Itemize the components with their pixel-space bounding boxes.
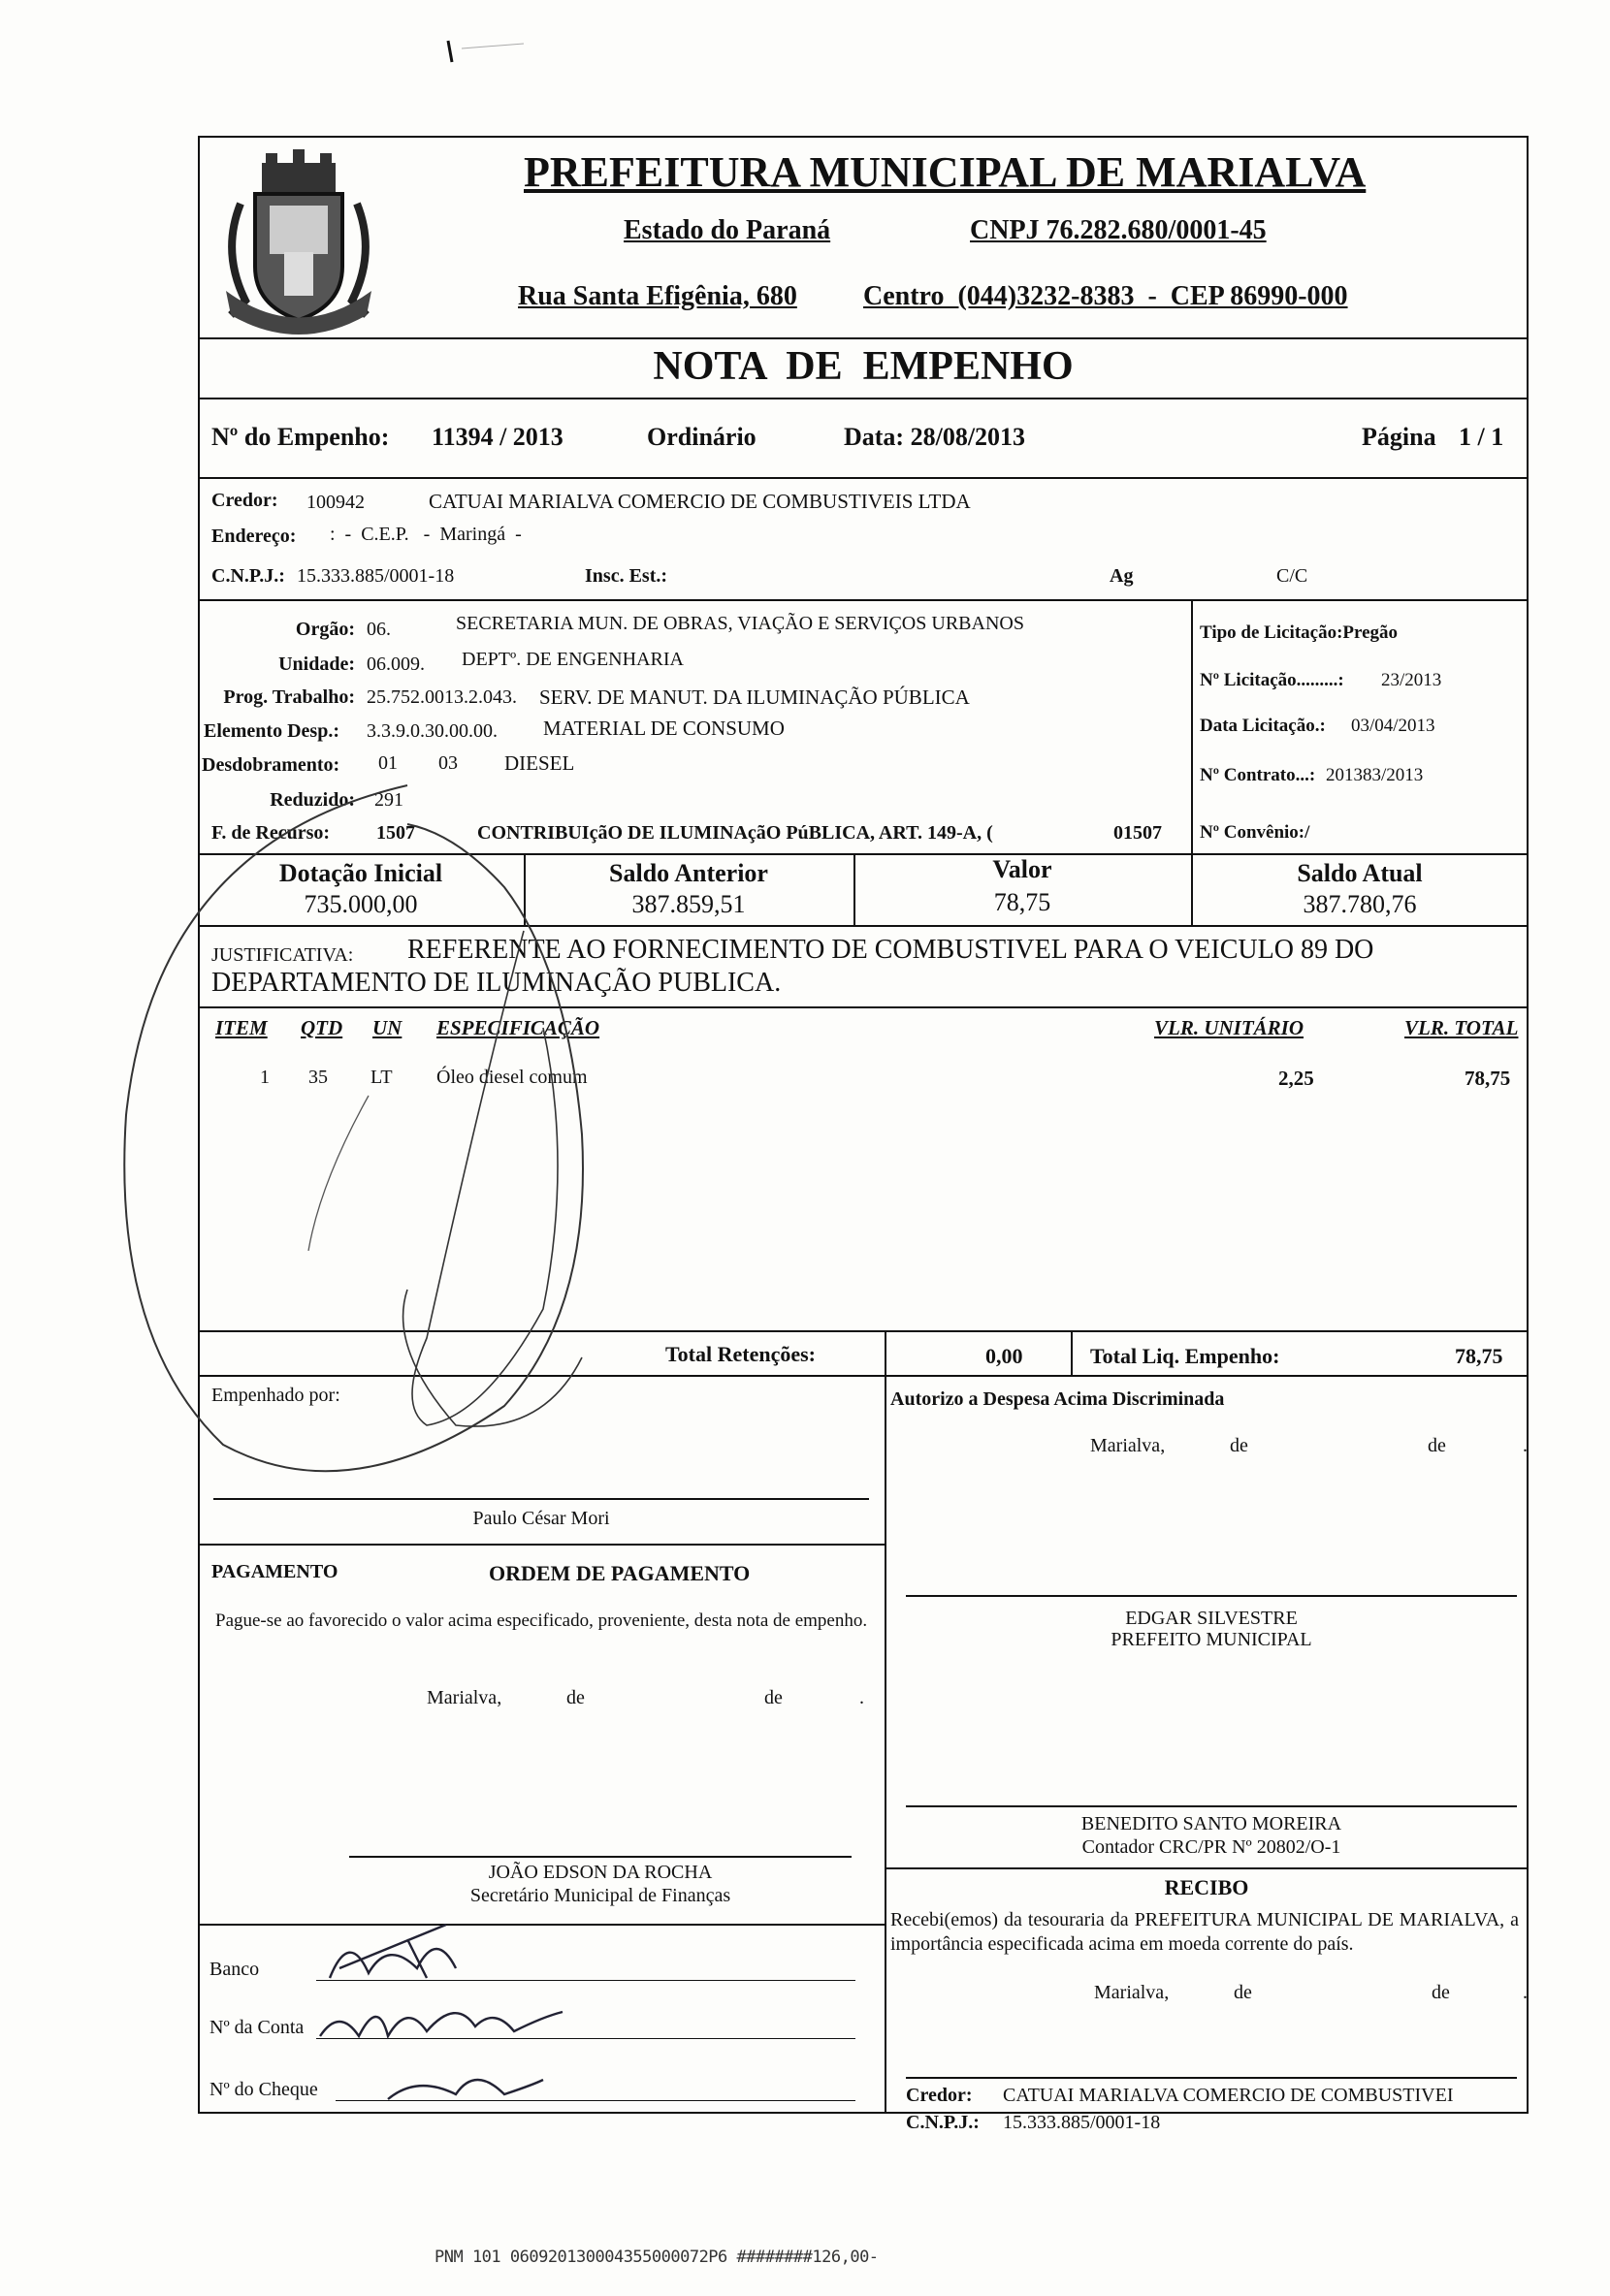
item-qtd: 35 <box>308 1067 328 1088</box>
desdobramento-code: 01 <box>378 752 398 774</box>
endereco-value: : - C.E.P. - Maringá - <box>330 524 522 545</box>
saldo-atual-value: 387.780,76 <box>1303 890 1417 918</box>
prefeito-title: PREFEITO MUNICIPAL <box>1111 1629 1312 1650</box>
justificativa-label: JUSTIFICATIVA: <box>211 944 354 966</box>
banco-label: Banco <box>209 1959 260 1980</box>
pagamento-de1: de <box>566 1687 585 1708</box>
empenho-date: Data: 28/08/2013 <box>844 423 1026 451</box>
recibo-dot: . <box>1523 1982 1528 2003</box>
convenio: Nº Convênio:/ <box>1200 822 1310 843</box>
endereco-label: Endereço: <box>211 526 297 547</box>
pagamento-dot: . <box>859 1687 864 1708</box>
desdobramento-name: DIESEL <box>504 751 575 775</box>
city-hall-title: PREFEITURA MUNICIPAL DE MARIALVA <box>524 148 1367 196</box>
recibo-de1: de <box>1234 1982 1252 2003</box>
elemento-label: Elemento Desp.: <box>204 720 339 742</box>
col-espec-header: ESPECIFICAÇÃO <box>436 1016 600 1039</box>
page-number: 1 / 1 <box>1459 423 1504 451</box>
empenhado-por-name: Paulo César Mori <box>472 1508 610 1529</box>
unidade-name: DEPTº. DE ENGENHARIA <box>462 649 684 670</box>
cnpj-header: CNPJ 76.282.680/0001-45 <box>970 215 1267 245</box>
pague-se-text: Pague-se ao favorecido o valor acima especificado, proveniente, desta nota de empenho. <box>215 1610 868 1631</box>
secretario-title: Secretário Municipal de Finanças <box>469 1885 731 1906</box>
recibo-text: Recebi(emos) da tesouraria da PREFEITURA MUNICIPAL DE MARIALVA, a importância especificada acima em moeda corrente do país. <box>890 1909 1519 1955</box>
licitacao-date-label: Data Licitação.: <box>1200 716 1326 736</box>
saldo-atual-label: Saldo Atual <box>1297 859 1423 887</box>
page-label: Página <box>1362 423 1436 451</box>
credor-name: CATUAI MARIALVA COMERCIO DE COMBUSTIVEIS LTDA <box>429 490 971 513</box>
fonte-recurso-code2: 01507 <box>1113 822 1162 844</box>
elemento-code: 3.3.9.0.30.00.00. <box>367 720 498 742</box>
pagamento-title: PAGAMENTO <box>211 1561 338 1582</box>
item-unit-value: 2,25 <box>1278 1067 1314 1090</box>
col-un-header: UN <box>372 1016 402 1039</box>
item-number: 1 <box>260 1067 270 1088</box>
empenho-number: 11394 / 2013 <box>432 423 564 451</box>
retencoes-label: Total Retenções: <box>665 1342 816 1366</box>
item-total-value: 78,75 <box>1465 1067 1511 1090</box>
recibo-title: RECIBO <box>1164 1875 1249 1899</box>
autorizo-de2: de <box>1428 1435 1446 1456</box>
dotacao-inicial-value: 735.000,00 <box>304 890 418 918</box>
prefeito-name: EDGAR SILVESTRE <box>1125 1608 1298 1629</box>
conta-label: Nº da Conta <box>209 2017 305 2038</box>
empenhado-por-label: Empenhado por: <box>211 1385 340 1406</box>
contador-title: Contador CRC/PR Nº 20802/O-1 <box>1081 1836 1341 1858</box>
empenho-type: Ordinário <box>647 423 757 451</box>
prog-trabalho-name: SERV. DE MANUT. DA ILUMINAÇÃO PÚBLICA <box>539 686 970 709</box>
licitacao-date: 03/04/2013 <box>1351 716 1435 736</box>
col-qtd-header: QTD <box>301 1016 343 1039</box>
ordem-pagamento-title: ORDEM DE PAGAMENTO <box>489 1561 751 1585</box>
autorizo-de1: de <box>1230 1435 1248 1456</box>
cnpj-value: 15.333.885/0001-18 <box>297 565 455 587</box>
prog-trabalho-label: Prog. Trabalho: <box>223 686 355 708</box>
insc-est-label: Insc. Est.: <box>585 565 668 587</box>
ag-label: Ag <box>1110 565 1134 587</box>
cnpj-label: C.N.P.J.: <box>211 565 285 587</box>
state-name: Estado do Paraná <box>624 215 831 245</box>
prog-trabalho-code: 25.752.0013.2.043. <box>367 686 517 708</box>
bottom-stamp: PNM 101 060920130004355000072P6 ########126,00- <box>435 2248 879 2267</box>
recibo-de2: de <box>1432 1982 1450 2003</box>
licitacao-number-label: Nº Licitação.........: <box>1200 670 1344 690</box>
pagamento-de2: de <box>764 1687 783 1708</box>
secretario-name: JOÃO EDSON DA ROCHA <box>488 1862 713 1883</box>
contador-name: BENEDITO SANTO MOREIRA <box>1080 1813 1342 1834</box>
col-unit-header: VLR. UNITÁRIO <box>1154 1016 1304 1039</box>
tipo-licitacao: Tipo de Licitação:Pregão <box>1200 622 1399 643</box>
credor-label: Credor: <box>211 490 278 511</box>
empenho-number-label: Nº do Empenho: <box>211 423 390 451</box>
cheque-label: Nº do Cheque <box>209 2079 318 2100</box>
item-espec: Óleo diesel comum <box>436 1067 588 1088</box>
district-phone: Centro (044)3232-8383 - CEP 86990-000 <box>863 281 1348 311</box>
valor-value: 78,75 <box>993 888 1051 916</box>
autorizo-place: Marialva, <box>1090 1435 1166 1456</box>
saldo-anterior-label: Saldo Anterior <box>609 859 768 887</box>
desdobramento-label: Desdobramento: <box>202 754 340 776</box>
col-item-header: ITEM <box>215 1016 268 1039</box>
recibo-place: Marialva, <box>1094 1982 1170 2003</box>
address: Rua Santa Efigênia, 680 <box>518 281 797 311</box>
justificativa-line2: DEPARTAMENTO DE ILUMINAÇÃO PUBLICA. <box>211 968 782 998</box>
recibo-credor-name: CATUAI MARIALVA COMERCIO DE COMBUSTIVEI <box>1003 2085 1454 2106</box>
justificativa-line1: REFERENTE AO FORNECIMENTO DE COMBUSTIVEL PARA O VEICULO 89 DO <box>407 935 1374 965</box>
orgao-code: 06. <box>367 619 391 640</box>
credor-code: 100942 <box>306 492 365 513</box>
saldo-anterior-value: 387.859,51 <box>631 890 746 918</box>
unidade-label: Unidade: <box>278 654 355 675</box>
orgao-label: Orgão: <box>295 619 355 640</box>
licitacao-number: 23/2013 <box>1381 670 1442 690</box>
fonte-recurso-code: 1507 <box>376 822 415 844</box>
cc-label: C/C <box>1276 565 1308 587</box>
contrato-number: 201383/2013 <box>1326 765 1424 785</box>
recibo-credor-label: Credor: <box>906 2085 973 2106</box>
document-title: NOTA DE EMPENHO <box>653 344 1074 389</box>
recibo-cnpj-label: C.N.P.J.: <box>906 2112 980 2133</box>
reduzido-value: 291 <box>374 789 403 811</box>
pagamento-place: Marialva, <box>427 1687 502 1708</box>
total-liquido-value: 78,75 <box>1455 1344 1503 1368</box>
elemento-name: MATERIAL DE CONSUMO <box>543 717 785 740</box>
item-un: LT <box>370 1067 393 1088</box>
autorizo-dot: . <box>1523 1435 1528 1456</box>
fonte-recurso-name: CONTRIBUIçãO DE ILUMINAçãO PúBLICA, ART. 149-A, ( <box>477 822 993 844</box>
autorizo-text: Autorizo a Despesa Acima Discriminada <box>890 1388 1225 1410</box>
retencoes-value: 0,00 <box>985 1344 1023 1368</box>
dotacao-inicial-label: Dotação Inicial <box>278 859 443 887</box>
fonte-recurso-label: F. de Recurso: <box>211 822 331 844</box>
recibo-cnpj-value: 15.333.885/0001-18 <box>1003 2112 1161 2133</box>
unidade-code: 06.009. <box>367 654 425 675</box>
valor-label: Valor <box>992 855 1052 883</box>
total-liquido-label: Total Liq. Empenho: <box>1090 1344 1280 1368</box>
desdobramento-sub: 03 <box>438 752 458 774</box>
contrato-label: Nº Contrato...: <box>1200 765 1316 785</box>
col-total-header: VLR. TOTAL <box>1404 1016 1519 1039</box>
reduzido-label: Reduzido: <box>270 789 355 811</box>
orgao-name: SECRETARIA MUN. DE OBRAS, VIAÇÃO E SERVIÇOS URBANOS <box>456 613 1024 634</box>
